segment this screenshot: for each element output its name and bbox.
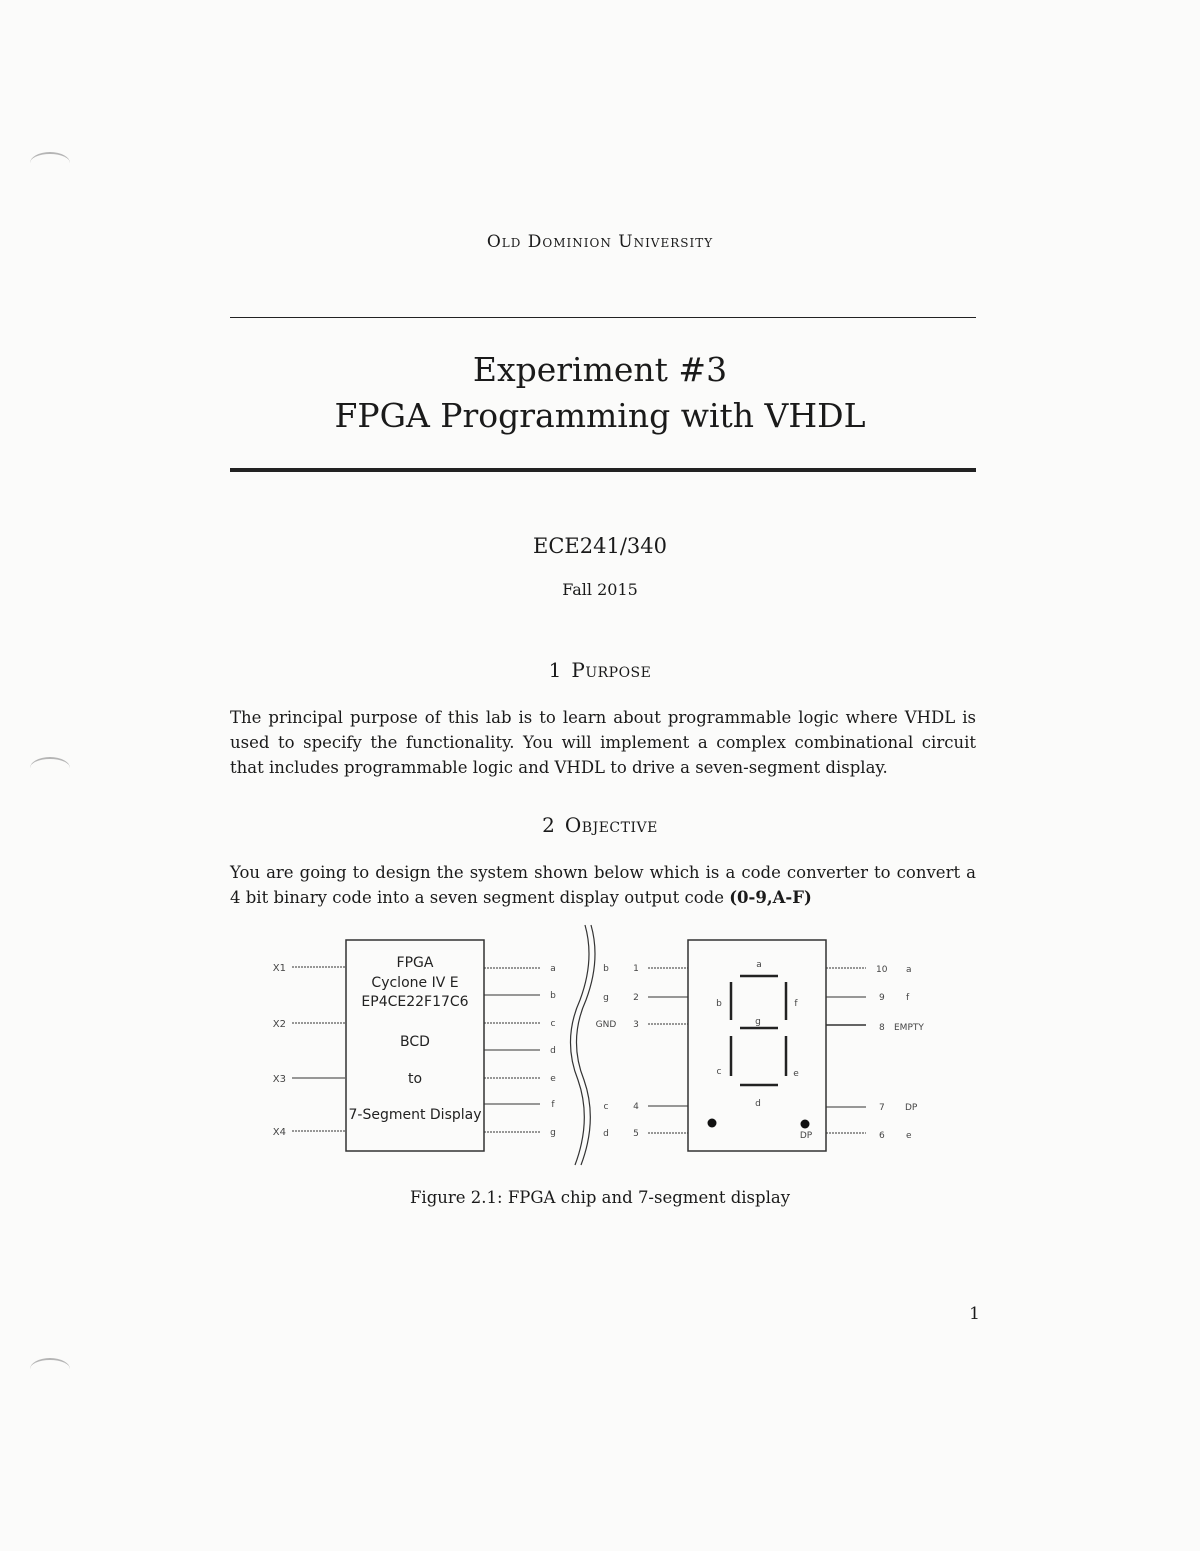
chip-function-bcd: BCD (400, 1034, 430, 1050)
left-pin-label-4: c (603, 1102, 609, 1112)
left-pin-label-3: GND (595, 1020, 617, 1030)
segment-label-b: b (716, 999, 722, 1009)
chip-output-g: g (550, 1128, 556, 1138)
title-rule (230, 468, 976, 472)
page-number: 1 (969, 1304, 980, 1324)
chip-function-display: 7-Segment Display (348, 1107, 482, 1123)
right-pin-label-8: EMPTY (894, 1023, 924, 1033)
right-pin-number-10: 10 (876, 965, 888, 975)
chip-part-number: EP4CE22F17C6 (361, 994, 469, 1010)
right-pin-label-6: e (906, 1131, 912, 1141)
right-pin-number-6: 6 (879, 1131, 885, 1141)
segment-label-d: d (755, 1099, 761, 1109)
left-pin-label-5: d (603, 1129, 609, 1139)
section-heading-purpose (0, 658, 1200, 682)
objective-paragraph (230, 860, 976, 910)
chip-output-b: b (550, 991, 556, 1001)
left-pin-number-5: 5 (633, 1129, 639, 1139)
purpose-paragraph: The principal purpose of this lab is to learn about programmable logic where VHDL is used to specify the functionality. You will implement a complex combinational circuit that includes programmable logic and VHDL to drive a seven-segment display. (230, 708, 976, 777)
course-code: ECE241/340 (533, 534, 667, 558)
decimal-point-dot-right (801, 1120, 810, 1129)
section-number: 1 (548, 658, 562, 682)
segment-label-e: e (793, 1069, 799, 1079)
left-pin-label-1: b (603, 964, 609, 974)
right-pin-label-10: a (906, 965, 912, 975)
chip-label: FPGA (396, 955, 434, 971)
segment-label-a: a (756, 960, 762, 970)
right-pin-number-7: 7 (879, 1103, 885, 1113)
input-label-x4: X4 (272, 1127, 286, 1138)
section-name: Purpose (571, 658, 652, 682)
segment-label-f: f (794, 999, 798, 1009)
chip-output-c: c (550, 1019, 556, 1029)
chip-function-to: to (407, 1071, 423, 1087)
fpga-seven-segment-figure (0, 920, 1200, 1170)
right-pin-label-9: f (906, 993, 910, 1003)
segment-label-dp: DP (799, 1131, 813, 1141)
figure-caption: Figure 2.1: FPGA chip and 7-segment display (409, 1188, 791, 1207)
right-pin-label-7: DP (905, 1103, 918, 1113)
input-label-x3: X3 (272, 1074, 286, 1085)
chip-output-f: f (551, 1100, 555, 1110)
term: Fall 2015 (562, 580, 638, 599)
chip-output-a: a (550, 964, 556, 974)
punch-hole-mark (30, 152, 70, 174)
left-pin-number-2: 2 (633, 993, 639, 1003)
input-label-x2: X2 (272, 1019, 286, 1030)
section-heading-objective (0, 813, 1200, 837)
left-pin-number-1: 1 (633, 964, 639, 974)
section-name: Objective (564, 813, 658, 837)
chip-family: Cyclone IV E (371, 975, 459, 991)
right-pin-number-8: 8 (879, 1023, 885, 1033)
punch-hole-mark (30, 1358, 70, 1380)
header-rule (230, 317, 976, 318)
chip-output-e: e (550, 1074, 556, 1084)
objective-text: You are going to design the system shown below which is a code converter to convert a 4 bit binary code into a seven segment display output code (230, 863, 976, 907)
left-pin-number-4: 4 (633, 1102, 639, 1112)
decimal-point-dot-left (708, 1119, 717, 1128)
title-line-1: Experiment #3 (472, 350, 728, 389)
university-header: Old Dominion University (486, 232, 714, 252)
right-pin-number-9: 9 (879, 993, 885, 1003)
objective-code-range: (0-9,A-F) (729, 888, 812, 907)
left-pin-label-2: g (603, 993, 609, 1003)
input-label-x1: X1 (272, 963, 286, 974)
segment-label-c: c (716, 1067, 722, 1077)
section-number: 2 (542, 813, 555, 837)
chip-output-d: d (550, 1046, 556, 1056)
left-pin-number-3: 3 (633, 1020, 639, 1030)
segment-label-g: g (755, 1017, 761, 1027)
punch-hole-mark (30, 757, 70, 779)
title-line-2: FPGA Programming with VHDL (334, 396, 866, 435)
